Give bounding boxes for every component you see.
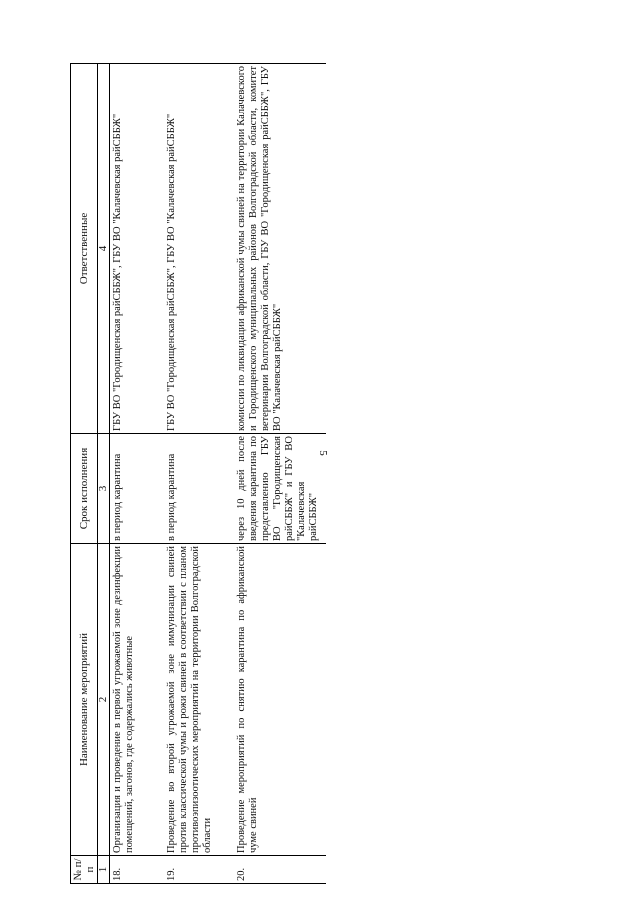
row-name: Проведение мероприятий по снятию карантина по африканской чуме свиней (234, 544, 326, 856)
header-responsible: Ответственные (71, 64, 98, 434)
header-num: № п/п (71, 856, 98, 884)
table-row (110, 64, 165, 884)
row-name: Организация и проведение в первой угрожаемой зоне дезинфекции помещений, загонов, где содержались животные (110, 544, 165, 856)
row-term: через 10 дней после введения карантина по представлению ГБУ ВО "Городищенская райСББЖ" и ГБУ ВО "Калачевская райСББЖ" (234, 434, 326, 544)
header-term: Срок исполнения (71, 434, 98, 544)
row-name: Проведение во второй угрожаемой зоне иммунизации свиней против классической чумы и рожи свиней в соответствии с планом противоэпизоотических мероприятий на территории Волгоградской области (164, 544, 234, 856)
col-number: 3 (98, 434, 110, 544)
col-number: 4 (98, 64, 110, 434)
row-responsible: ГБУ ВО "Городищенская райСББЖ", ГБУ ВО "Калачевская райСББЖ" (110, 64, 165, 434)
row-responsible: ГБУ ВО "Городищенская райСББЖ", ГБУ ВО "Калачевская райСББЖ" (164, 64, 234, 434)
row-num: 18. (110, 856, 165, 884)
col-number: 2 (98, 544, 110, 856)
header-name: Наименование мероприятий (71, 544, 98, 856)
table-header-row (71, 64, 98, 884)
table-row (164, 64, 234, 884)
measures-table-container (70, 64, 319, 884)
column-number-row (98, 64, 110, 884)
row-num: 20. (234, 856, 326, 884)
page-number: 5 (317, 450, 329, 456)
row-term: в период карантина (110, 434, 165, 544)
col-number: 1 (98, 856, 110, 884)
row-responsible: комиссии по ликвидации африканской чумы свиней на территории Калачевского и Городищенского муниципальных районов Волгоградской области, комитет ветеринарии Волгоградской области, ГБУ ВО "Городищенская райСББЖ", ГБУ ВО "Калачевская райСББЖ" (234, 64, 326, 434)
row-term: в период карантина (164, 434, 234, 544)
table-row (234, 64, 326, 884)
measures-table (70, 63, 326, 884)
row-num: 19. (164, 856, 234, 884)
